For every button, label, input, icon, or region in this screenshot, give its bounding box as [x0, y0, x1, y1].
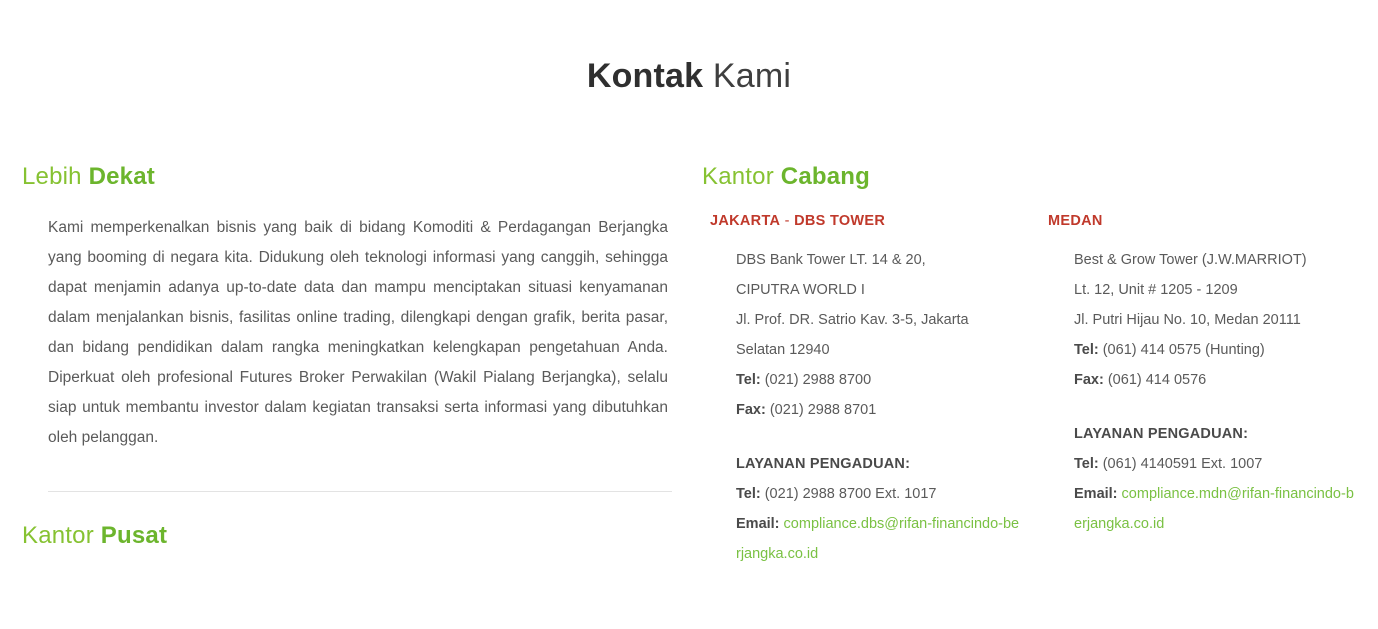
branch-medan-tel — [1074, 335, 1360, 365]
branch-medan-complaint-email-link[interactable]: compliance.mdn@rifan-financindo-berjangka.co.id — [1074, 485, 1354, 532]
branch-jakarta-complaint-email — [736, 509, 1022, 569]
heading-kantor-cabang-bold: Cabang — [780, 162, 870, 190]
branch-jakarta-address-line-2: CIPUTRA WORLD I — [736, 281, 865, 298]
branch-jakarta-complaint — [736, 449, 1022, 569]
branch-medan-body — [1074, 245, 1360, 539]
branch-medan-title — [1048, 213, 1360, 229]
branch-jakarta-complaint-tel-label: Tel: — [736, 485, 761, 502]
branch-medan-complaint-tel-label: Tel: — [1074, 455, 1099, 472]
branch-medan-address-line-3: Jl. Putri Hijau No. 10, Medan 20111 — [1074, 311, 1301, 328]
heading-lebih-dekat-bold: Dekat — [88, 162, 155, 190]
branch-jakarta-address-line-4: Selatan 12940 — [736, 341, 830, 358]
branch-jakarta-separator: - — [780, 212, 795, 229]
branch-jakarta-complaint-title: LAYANAN PENGADUAN: — [736, 455, 911, 472]
heading-lebih-dekat — [22, 163, 700, 191]
branch-jakarta-tel-value: (021) 2988 8700 — [760, 371, 872, 388]
contact-page — [0, 23, 1378, 629]
branch-jakarta-tel-label: Tel: — [736, 371, 761, 388]
branch-jakarta-complaint-tel-value: (021) 2988 8700 Ext. 1017 — [760, 485, 937, 502]
intro-paragraph: Kami memperkenalkan bisnis yang baik di bidang Komoditi & Perdagangan Berjangka yang booming di negara kita. Didukung oleh teknologi informasi yang canggih, sehingga dapat menjamin adanya up-to-date data dan mampu menciptakan situasi kenyamanan dalam menjalankan bisnis, fasilitas online trading, dilengkapi dengan grafik, berita pasar, dan bidang pendidikan dalam rangka meningkatkan kelengkapan pengetahuan Anda. Diperkuat oleh profesional Futures Broker Perwakilan (Wakil Pialang Berjangka), selalu siap untuk membantu investor dalam kegiatan transaksi serta informasi yang dibutuhkan oleh pelanggan. — [48, 218, 668, 446]
branch-medan-fax — [1074, 365, 1360, 395]
content-columns — [0, 163, 1378, 572]
branch-jakarta-fax-label: Fax: — [736, 401, 766, 418]
branch-medan-tel-value: (061) 414 0575 (Hunting) — [1098, 341, 1265, 358]
branch-medan-city: MEDAN — [1048, 212, 1103, 229]
page-title — [0, 23, 1378, 96]
branch-jakarta-building: DBS TOWER — [794, 212, 886, 229]
branch-jakarta-fax — [736, 395, 1022, 425]
branch-medan-address-line-1: Best & Grow Tower (J.W.MARRIOT) — [1074, 251, 1307, 268]
heading-kantor-cabang-light: Kantor — [702, 162, 781, 190]
branch-jakarta-title — [710, 213, 1022, 229]
heading-kantor-pusat — [22, 522, 700, 550]
branch-medan-complaint-title: LAYANAN PENGADUAN: — [1074, 425, 1249, 442]
branch-jakarta-body — [736, 245, 1022, 569]
right-column — [700, 163, 1378, 572]
branch-medan-fax-label: Fax: — [1074, 371, 1104, 388]
heading-kantor-pusat-light: Kantor — [22, 521, 101, 549]
heading-kantor-cabang — [702, 163, 1378, 191]
heading-lebih-dekat-light: Lebih — [22, 162, 89, 190]
branch-medan-complaint — [1074, 419, 1360, 539]
branch-medan-complaint-tel-value: (061) 4140591 Ext. 1007 — [1098, 455, 1263, 472]
page-title-bold: Kontak — [586, 56, 704, 95]
branch-jakarta-city: JAKARTA — [710, 212, 781, 229]
branch-medan-complaint-email-label: Email: — [1074, 485, 1118, 502]
section-divider — [48, 491, 672, 492]
branch-jakarta-complaint-email-link[interactable]: compliance.dbs@rifan-financindo-berjangka.co.id — [736, 515, 1020, 562]
branch-jakarta-tel — [736, 365, 1022, 395]
branch-medan-fax-value: (061) 414 0576 — [1103, 371, 1207, 388]
left-column — [0, 163, 700, 572]
branch-jakarta-address-line-3: Jl. Prof. DR. Satrio Kav. 3-5, Jakarta — [736, 311, 969, 328]
branch-medan-complaint-email — [1074, 479, 1360, 539]
branch-medan-address-line-2: Lt. 12, Unit # 1205 - 1209 — [1074, 281, 1238, 298]
branch-jakarta-address-line-1: DBS Bank Tower LT. 14 & 20, — [736, 251, 926, 268]
branch-list — [702, 213, 1378, 569]
branch-jakarta — [702, 213, 1040, 569]
branch-jakarta-complaint-tel — [736, 479, 1022, 509]
heading-kantor-pusat-bold: Pusat — [100, 521, 168, 549]
branch-medan — [1040, 213, 1378, 569]
branch-medan-tel-label: Tel: — [1074, 341, 1099, 358]
branch-jakarta-fax-value: (021) 2988 8701 — [765, 401, 877, 418]
branch-jakarta-complaint-email-label: Email: — [736, 515, 780, 532]
branch-medan-complaint-tel — [1074, 449, 1360, 479]
page-title-light: Kami — [703, 56, 792, 95]
